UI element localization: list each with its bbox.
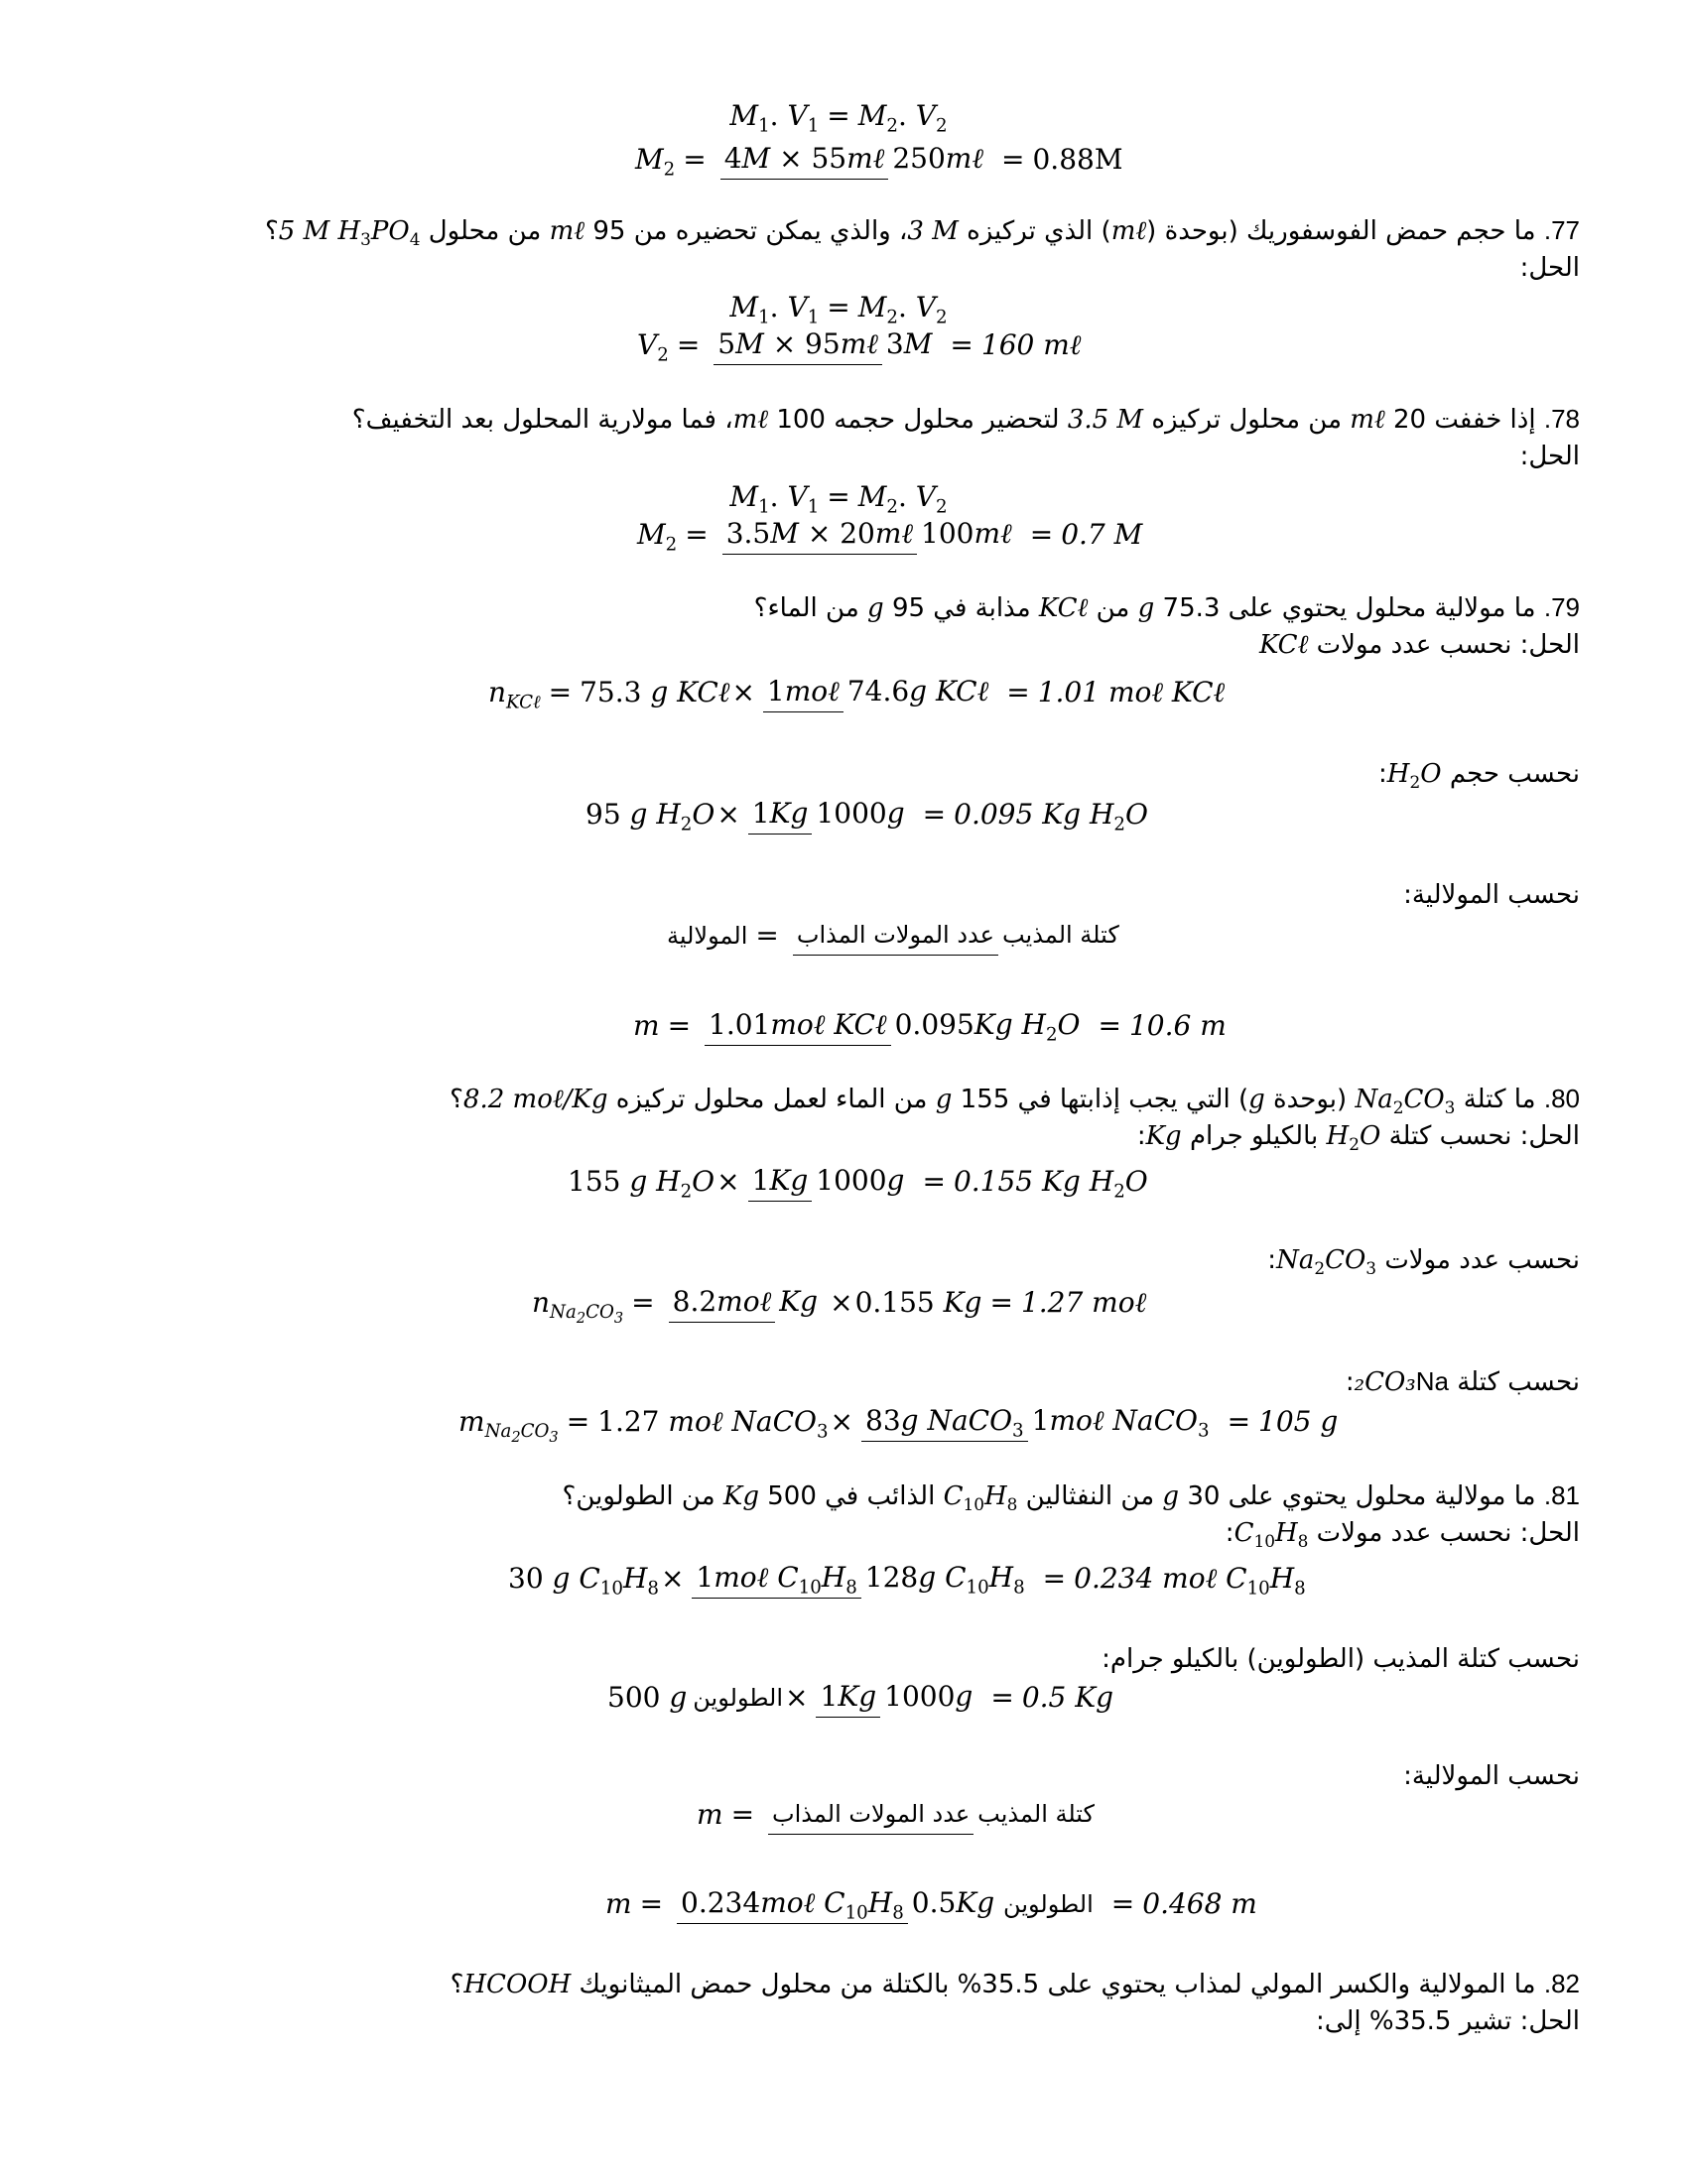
step-moles-80: نحسب عدد مولات $Na_2CO_3$:	[1267, 1245, 1580, 1278]
equation-moles-kcl: $n_{KC\ell}$ = 75.3 g KCℓ × 1moℓ 74.6g KCℓ = 1.01 moℓ KCℓ	[488, 675, 1226, 713]
result-81-mass: 0.5 Kg	[1021, 1681, 1114, 1714]
question-79: 79. ما مولالية محلول يحتوي على 75.3 g من KCℓ مذابة في 95 g من الماء؟	[753, 592, 1580, 623]
step-mass-80: نحسب كتلة Na₂CO₃:	[1345, 1366, 1580, 1397]
equation-m2-78: $M_2$ = 3.5M × 20mℓ 100mℓ = 0.7 M	[637, 517, 1143, 556]
equation-m2-76: $M_2$ = 4M × 55mℓ 250mℓ = 0.88M	[635, 142, 1123, 181]
result-80-mass: 0.155 Kg	[953, 1165, 1081, 1198]
equation-molality-81: m = 0.234moℓ $C_{10}H_8$ 0.5Kg الطولوين = 0.468 m	[605, 1886, 1257, 1924]
result-81-molality: 0.468 m	[1142, 1887, 1257, 1920]
equation-molality-79: m = 1.01moℓ KCℓ 0.095Kg $H_2O$ = 10.6 m	[633, 1008, 1227, 1046]
step-solvent-81: نحسب كتلة المذيب (الطولوين) بالكيلو جرام:	[1102, 1644, 1580, 1674]
step-molality-81: نحسب المولالية:	[1403, 1761, 1580, 1791]
equation-water-mass-80: 155 g $H_2O$ × 1Kg 1000g = 0.155 Kg $H_2O$	[568, 1164, 1148, 1203]
equation-dilution-law-78: $M_1$ . $V_1$ = $M_2$ . $V_2$	[729, 480, 948, 518]
equation-v2-77: $V_2$ = 5M × 95mℓ 3M = 160 mℓ	[637, 327, 1082, 366]
result-79-moles: 1.01 moℓ KCℓ	[1037, 675, 1226, 708]
step-molality-79: نحسب المولالية:	[1403, 880, 1580, 910]
result-79-mass: 0.095 Kg	[954, 798, 1082, 831]
equation-water-mass-79: 95 g $H_2O$ × 1Kg 1000g = 0.095 Kg $H_2O$	[585, 797, 1148, 835]
question-77: 77. ما حجم حمض الفوسفوريك (بوحدة (mℓ) الذي تركيزه 3 M، والذي يمكن تحضيره من 95 mℓ من محلول 5 M $H_3PO_4؟$	[264, 215, 1580, 249]
equation-moles-na2co3: $n_{Na_2CO_3}$ = 8.2moℓ Kg × 0.155 Kg = 1.27 moℓ	[532, 1285, 1147, 1328]
result-76: 0.88M	[1032, 143, 1123, 176]
result-78: 0.7 M	[1061, 518, 1143, 551]
equation-mass-na2co3: $m_{Na_2CO_3}$ = 1.27 moℓ NaCO$_3$ × 83g NaCO$_3$ 1moℓ NaCO$_3$ = 105 g	[458, 1404, 1339, 1447]
solution-label-77: الحل:	[1519, 253, 1580, 283]
result-77: 160 mℓ	[980, 327, 1082, 361]
question-81: 81. ما مولالية محلول يحتوي على 30 g من النفثالين $C_{10}H_8$ الذائب في 500 Kg من الطولوين؟	[562, 1480, 1580, 1514]
solution-line-82: الحل: تشير 35.5% إلى:	[1316, 2006, 1580, 2036]
question-82: 82. ما المولالية والكسر المولي لمذاب يحتوي على 35.5% بالكتلة من محلول حمض الميثانويك HCOOH؟	[450, 1969, 1580, 1999]
solution-intro-80: الحل: نحسب كتلة $H_2O$ بالكيلو جرام Kg:	[1136, 1121, 1580, 1154]
equation-molality-definition-81: m = عدد المولات المذاب كتلة المذيب	[697, 1794, 1104, 1835]
question-78: 78. إذا خففت 20 mℓ من محلول تركيزه 3.5 M لتحضير محلول حجمه 100 mℓ، فما مولارية المحلول بعد التخفيف؟	[351, 404, 1580, 435]
result-79-molality: 10.6 m	[1128, 1009, 1227, 1042]
equation-dilution-law-77: $M_1$ . $V_1$ = $M_2$ . $V_2$	[729, 291, 948, 328]
equation-dilution-law: $M_1$ . $V_1$ = $M_2$ . $V_2$	[729, 99, 948, 137]
step-volume-79: نحسب حجم $H_2O$:	[1378, 759, 1580, 792]
solution-intro-79: الحل: نحسب عدد مولات KCℓ	[1258, 630, 1580, 660]
solution-intro-81: الحل: نحسب عدد مولات $C_{10}H_8$:	[1225, 1518, 1580, 1551]
question-80: 80. ما كتلة $Na_2CO_3$ (بوحدة g) التي يجب إذابتها في 155 g من الماء لعمل محلول تركيزه 8.2 moℓ/Kg؟	[450, 1084, 1580, 1117]
result-81-moles: 0.234 moℓ	[1074, 1561, 1218, 1595]
equation-solvent-mass-81: 500 g الطولوين × 1Kg 1000g = 0.5 Kg	[607, 1677, 1113, 1718]
equation-molality-definition-79: المولالية = عدد المولات المذاب كتلة المذيب	[667, 915, 1129, 956]
equation-moles-naphthalene: 30 g $C_{10}H_8$ × 1moℓ $C_{10}H_8$ 128g $C_{10}H_8$ = 0.234 moℓ $C_{10}H_8$	[508, 1561, 1306, 1600]
solution-label-78: الحل:	[1519, 442, 1580, 471]
result-80-grams: 105 g	[1258, 1405, 1339, 1438]
result-80-moles: 1.27 moℓ	[1020, 1285, 1147, 1319]
